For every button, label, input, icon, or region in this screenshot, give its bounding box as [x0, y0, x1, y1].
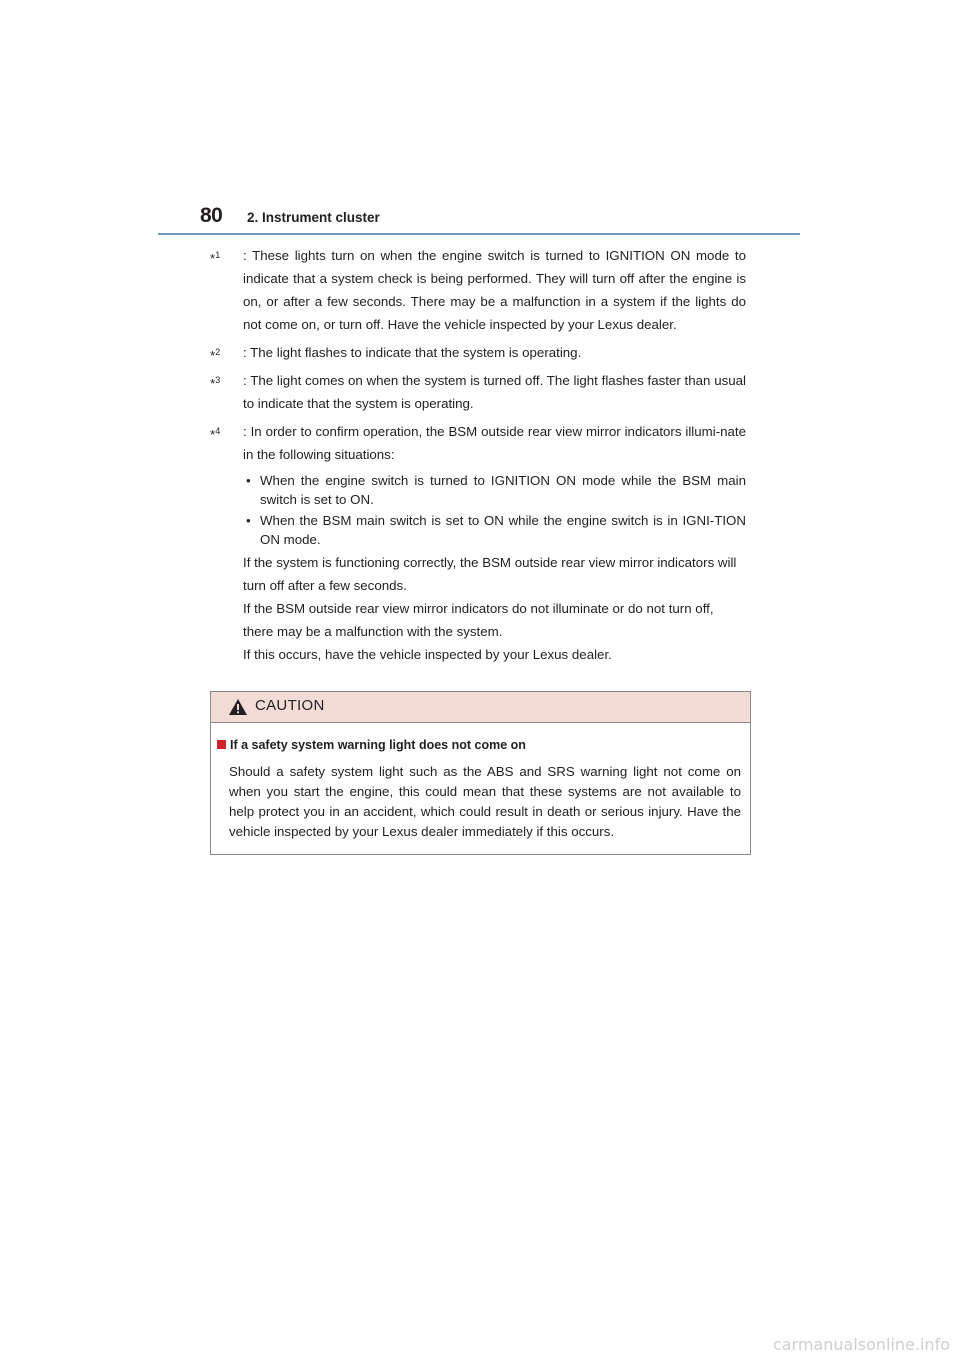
footnote-4	[210, 420, 746, 466]
footer-watermark: carmanualsonline.info	[772, 1335, 950, 1354]
footnotes	[210, 244, 746, 666]
caution-body: Should a safety system light such as the ABS and SRS warning light not come on when you start the engine, this could mean that these systems are not available to help protect you in an accident, which could result in death or serious injury. Have the vehicle inspected by your Lexus dealer immediately if this occurs.	[229, 764, 741, 839]
footnote-text: : The light flashes to indicate that the system is operating.	[243, 345, 582, 360]
caution-subtitle: If a safety system warning light does not come on	[217, 738, 526, 752]
footnote-3	[210, 369, 746, 415]
footnote-text: : These lights turn on when the engine switch is turned to IGNITION ON mode to indicate that a system check is being performed. They will turn off after the engine is on, or after a few seconds. There may be a malfunction in a system if the lights do not come on, or turn off. Have the vehicle inspected by your Lexus dealer.	[243, 248, 746, 332]
paragraph: If this occurs, have the vehicle inspected by your Lexus dealer.	[243, 647, 612, 662]
footnote-text: : In order to confirm operation, the BSM outside rear view mirror indicators illumi-nate in the following situations:	[243, 424, 746, 462]
bullet-icon: •	[246, 473, 251, 488]
footnote-2	[210, 341, 746, 364]
footnote-marker: *$^1$	[210, 250, 221, 266]
page-number: 80	[200, 204, 223, 227]
caution-box	[210, 691, 751, 855]
situation-list	[210, 471, 746, 549]
section-title: 2. Instrument cluster	[247, 210, 380, 225]
header-rule	[158, 233, 800, 235]
footnote-text: : The light comes on when the system is turned off. The light flashes faster than usual to indicate that the system is operating.	[243, 373, 746, 411]
list-item: • When the engine switch is turned to IGNITION ON mode while the BSM main switch is set to ON.	[246, 473, 746, 507]
footnote-marker: *$^2$	[210, 347, 221, 363]
footnote-marker: *$^4$	[210, 426, 221, 442]
list-item: • When the BSM main switch is set to ON while the engine switch is in IGNI-TION ON mode.	[246, 513, 746, 547]
caution-title: CAUTION	[255, 697, 325, 714]
warning-triangle-icon	[228, 698, 248, 716]
footnote-marker: *$^3$	[210, 375, 221, 391]
red-square-icon	[217, 740, 226, 749]
page-header	[200, 204, 800, 236]
caution-header	[211, 692, 750, 723]
footnote-1	[210, 244, 746, 336]
paragraph: If the system is functioning correctly, the BSM outside rear view mirror indicators will turn off after a few seconds.	[243, 555, 737, 593]
paragraph: If the BSM outside rear view mirror indicators do not illuminate or do not turn off, there may be a malfunction with the system.	[243, 601, 714, 639]
bullet-icon: •	[246, 513, 251, 528]
